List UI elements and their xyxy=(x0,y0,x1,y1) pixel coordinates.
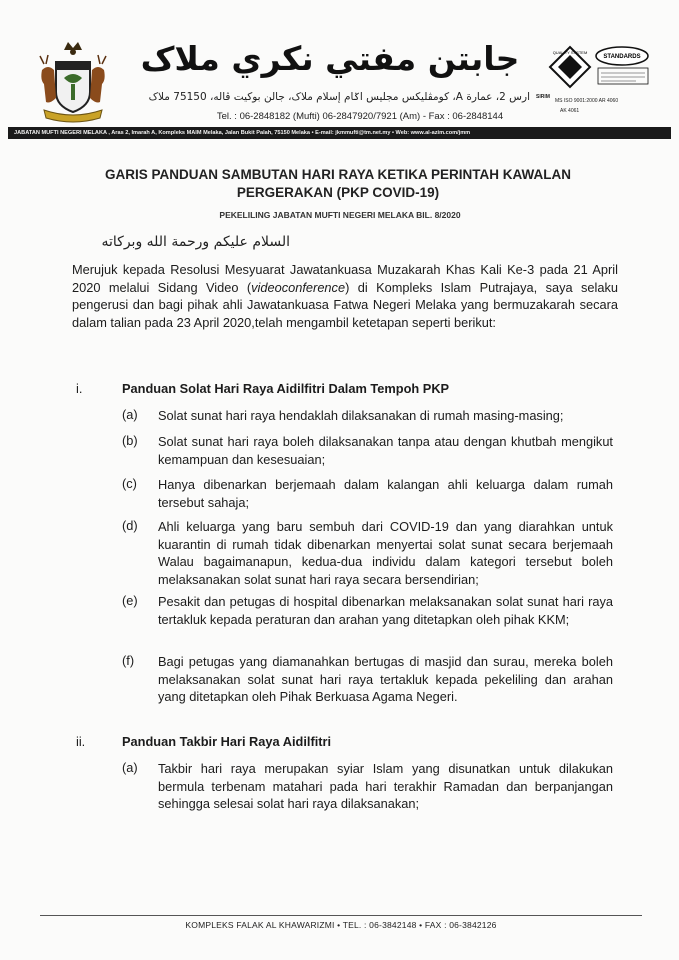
section-2-title: Panduan Takbir Hari Raya Aidilfitri xyxy=(122,734,332,749)
list-item-text: Hanya dibenarkan berjemaah dalam kalangan ahli keluarga dalam rumah tersebut sahaja; xyxy=(158,477,613,510)
list-item-text: Solat sunat hari raya boleh dilaksanakan tanpa atau dengan khutbah mengikut kemampuan dan kesesuaian; xyxy=(158,434,613,467)
item-label: (a) xyxy=(122,407,138,422)
footer-contact: KOMPLEKS FALAK AL KHAWARIZMI • TEL. : 06-3842148 • FAX : 06-3842126 xyxy=(185,920,497,930)
address-bar: JABATAN MUFTI NEGERI MELAKA , Aras 2, Imarah A, Kompleks MAIM Melaka, Jalan Bukit Palah, 75150 Melaka • E-mail: jkmmufti@tm.net.my • Web: www.al-azim.com/jmm xyxy=(8,127,671,139)
list-item-text: Takbir hari raya merupakan syiar Islam yang disunatkan untuk dilakukan bermula terbenam matahari pada hari terakhir Ramadan dan berpanjangan sehingga selesai solat hari raya dilaksanakan; xyxy=(158,761,613,811)
item-label: (c) xyxy=(122,476,137,491)
arabic-department-title: جابتن مفتي نکري ملاک xyxy=(140,39,520,78)
phone-fax-line: Tel. : 06-2848182 (Mufti) 06-2847920/7921 (Am) - Fax : 06-2848144 xyxy=(216,111,504,122)
section-1-title: Panduan Solat Hari Raya Aidilfitri Dalam Tempoh PKP xyxy=(122,381,450,396)
standards-text: STANDARDS xyxy=(603,54,641,60)
item-label: (f) xyxy=(122,653,135,668)
list-item-text: Pesakit dan petugas di hospital dibenarkan melaksanakan solat sunat hari raya tertakluk kepada peraturan dan arahan yang ditetapkan oleh pihak KKM; xyxy=(158,594,613,627)
list-item-text: Bagi petugas yang diamanahkan bertugas di masjid dan surau, mereka boleh melaksanakan solat sunat hari raya tertakluk kepada pekeliling dan arahan yang ditetapkan oleh Pihak Berkuasa Agama Negeri. xyxy=(158,654,613,704)
ak-number: AK 4061 xyxy=(560,108,580,114)
title-line-1: GARIS PANDUAN SAMBUTAN HARI RAYA KETIKA PERINTAH KAWALAN xyxy=(104,167,571,182)
address-jawi: ارس 2، عمارة A، کومڤليکس مجليس اݢام إسلام ملاک، جالن بوکيت ڤاله، 75150 ملاک xyxy=(148,91,530,103)
iso-certification: MS ISO 9001:2000 AR 4060 xyxy=(555,98,619,104)
intro-text-1: Merujuk kepada Resolusi Mesyuarat Jawatankuasa Muzakarah Khas Kali Ke-3 pada 21 April 2020 melalui Sidang Video ( xyxy=(72,262,618,295)
intro-text-2: ) di Kompleks Islam Putrajaya, saya selaku pengerusi dan bagi pihak ahli Jawatankuasa Fatwa Negeri Melaka yang bermuzakarah secara dalam talian pada 23 April 2020,telah mengambil ketetapan seperti berikut: xyxy=(72,279,618,330)
standards-logo xyxy=(596,47,648,84)
intro-italic: videoconference xyxy=(251,279,346,295)
certification-logos xyxy=(546,42,656,92)
list-item-text: Ahli keluarga yang baru sembuh dari COVID-19 dan yang diarahkan untuk kuarantin di rumah tidak dibenarkan menyertai solat sunat secara berjemaah Walau bagaimanapun, kedua-dua individu dalam kategori tersebut boleh melaksanakan solat sunat hari raya secara bersendirian; xyxy=(158,519,613,587)
quality-system-logo xyxy=(550,47,590,87)
title-line-2: PERGERAKAN (PKP COVID-19) xyxy=(236,185,440,200)
intro-paragraph xyxy=(72,261,618,331)
item-label: (d) xyxy=(122,518,138,533)
list-item-text: Solat sunat hari raya hendaklah dilaksanakan di rumah masing-masing; xyxy=(158,408,564,423)
circular-reference: PEKELILING JABATAN MUFTI NEGERI MELAKA BIL. 8/2020 xyxy=(219,210,461,220)
sirim-label: SIRIM xyxy=(536,94,550,100)
section-1-number: i. xyxy=(76,381,83,396)
document-title xyxy=(88,166,588,202)
item-label: (e) xyxy=(122,593,138,608)
quality-system-text: QUALITY SYSTEM xyxy=(552,50,588,55)
footer-divider xyxy=(40,915,642,916)
arabic-greeting: السلام عليكم ورحمة الله وبركاته xyxy=(101,234,290,250)
melaka-crest-logo xyxy=(38,40,108,126)
section-2-number: ii. xyxy=(76,734,86,749)
item-label: (a) xyxy=(122,760,138,775)
item-label: (b) xyxy=(122,433,138,448)
